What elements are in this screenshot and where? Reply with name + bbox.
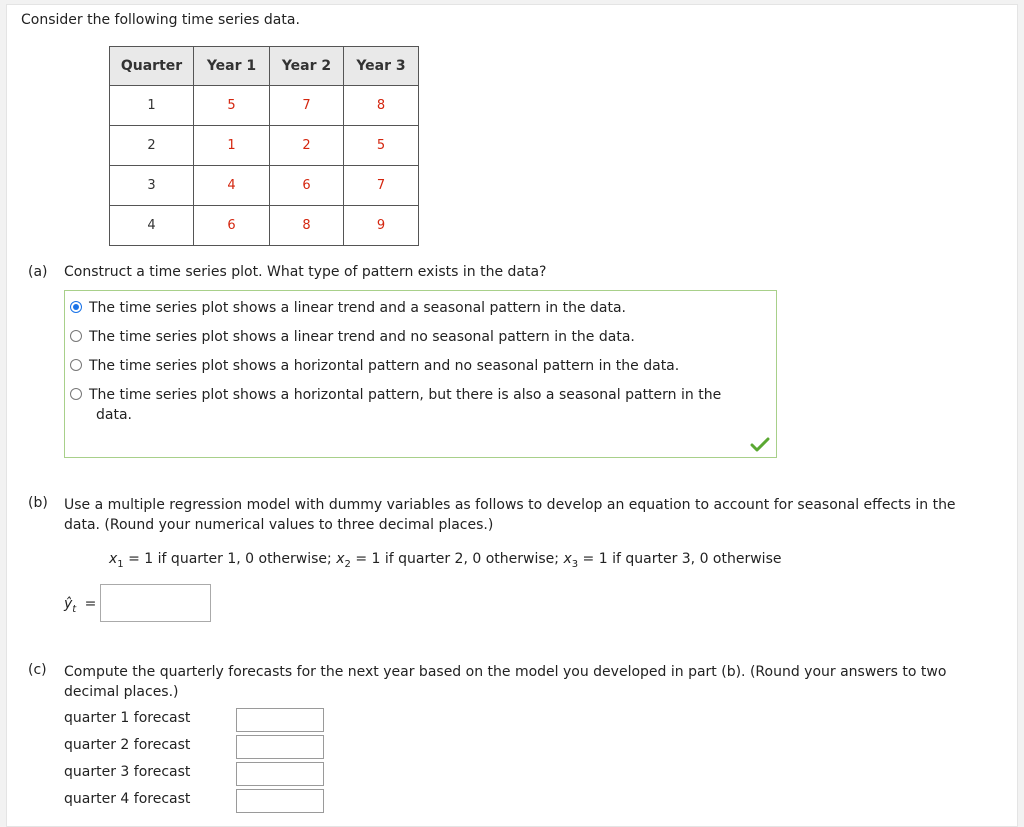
table-row [110, 126, 419, 166]
value-cell: 4 [194, 166, 270, 206]
value-cell: 8 [270, 206, 344, 246]
part-b-tag: (b) [28, 495, 48, 511]
option-4-text [89, 385, 721, 425]
radio-icon[interactable] [70, 388, 82, 400]
part-c-line-1: Compute the quarterly forecasts for the next year based on the model you developed in part (b). (Round your answers to two [64, 664, 947, 680]
quarter-cell: 3 [110, 166, 194, 206]
option-3[interactable] [70, 356, 679, 376]
quarter-1-forecast-label: quarter 1 forecast [64, 710, 191, 726]
quarter-2-forecast-input[interactable] [236, 735, 324, 759]
value-cell: 1 [194, 126, 270, 166]
eq-text: = 1 if quarter 2, 0 otherwise; [350, 551, 564, 567]
option-4-line-1: The time series plot shows a horizontal pattern, but there is also a seasonal pattern in the [89, 387, 722, 403]
radio-selected-icon[interactable] [70, 301, 82, 313]
quarter-cell: 2 [110, 126, 194, 166]
time-series-table [109, 46, 419, 246]
part-b-line-2: data. (Round your numerical values to three decimal places.) [64, 517, 494, 533]
regression-equation-input[interactable] [100, 584, 211, 622]
yhat-label [64, 596, 96, 615]
header-year-2: Year 2 [270, 47, 344, 86]
part-c-question [64, 662, 946, 702]
option-4[interactable] [70, 385, 721, 425]
x-var: x [109, 551, 118, 567]
quarter-cell: 4 [110, 206, 194, 246]
value-cell: 9 [344, 206, 419, 246]
table-row [110, 206, 419, 246]
quarter-3-forecast-label: quarter 3 forecast [64, 764, 191, 780]
part-a-question: Construct a time series plot. What type of pattern exists in the data? [64, 264, 547, 280]
option-2[interactable] [70, 327, 635, 347]
x-var: x [336, 551, 345, 567]
subscript: 1 [117, 558, 124, 570]
option-1-text: The time series plot shows a linear trend and a seasonal pattern in the data. [89, 300, 626, 316]
subscript: 3 [571, 558, 579, 570]
value-cell: 5 [344, 126, 419, 166]
eq-text: = 1 if quarter 3, 0 otherwise [578, 551, 782, 567]
part-b-question [64, 495, 956, 535]
option-1[interactable] [70, 298, 626, 318]
option-2-text: The time series plot shows a linear trend and no seasonal pattern in the data. [89, 329, 635, 345]
header-year-1: Year 1 [194, 47, 270, 86]
value-cell: 7 [270, 86, 344, 126]
value-cell: 5 [194, 86, 270, 126]
quarter-3-forecast-input[interactable] [236, 762, 324, 786]
yhat-subscript: t [72, 603, 77, 615]
part-c-line-2: decimal places.) [64, 684, 179, 700]
value-cell: 8 [344, 86, 419, 126]
quarter-cell: 1 [110, 86, 194, 126]
checkmark-icon [750, 437, 770, 453]
dummy-variable-definition [109, 551, 781, 570]
value-cell: 7 [344, 166, 419, 206]
table-row [110, 86, 419, 126]
eq-text: = 1 if quarter 1, 0 otherwise; [123, 551, 337, 567]
radio-icon[interactable] [70, 330, 82, 342]
header-quarter: Quarter [110, 47, 194, 86]
quarter-1-forecast-input[interactable] [236, 708, 324, 732]
table-header-row [110, 47, 419, 86]
value-cell: 6 [270, 166, 344, 206]
yhat-symbol: ŷ [64, 596, 73, 612]
part-a-tag: (a) [28, 264, 48, 280]
equals-sign: = [84, 596, 97, 612]
part-b-line-1: Use a multiple regression model with dummy variables as follows to develop an equation to account for seasonal effects in the [64, 497, 956, 513]
option-4-line-2: data. [96, 407, 132, 423]
intro-text: Consider the following time series data. [21, 12, 300, 28]
x-var: x [563, 551, 572, 567]
part-c-tag: (c) [28, 662, 47, 678]
quarter-4-forecast-input[interactable] [236, 789, 324, 813]
option-3-text: The time series plot shows a horizontal pattern and no seasonal pattern in the data. [89, 358, 680, 374]
quarter-4-forecast-label: quarter 4 forecast [64, 791, 191, 807]
table-row [110, 166, 419, 206]
subscript: 2 [344, 558, 351, 570]
header-year-3: Year 3 [344, 47, 419, 86]
value-cell: 6 [194, 206, 270, 246]
answer-options-box [64, 290, 777, 458]
value-cell: 2 [270, 126, 344, 166]
quarter-2-forecast-label: quarter 2 forecast [64, 737, 191, 753]
radio-icon[interactable] [70, 359, 82, 371]
